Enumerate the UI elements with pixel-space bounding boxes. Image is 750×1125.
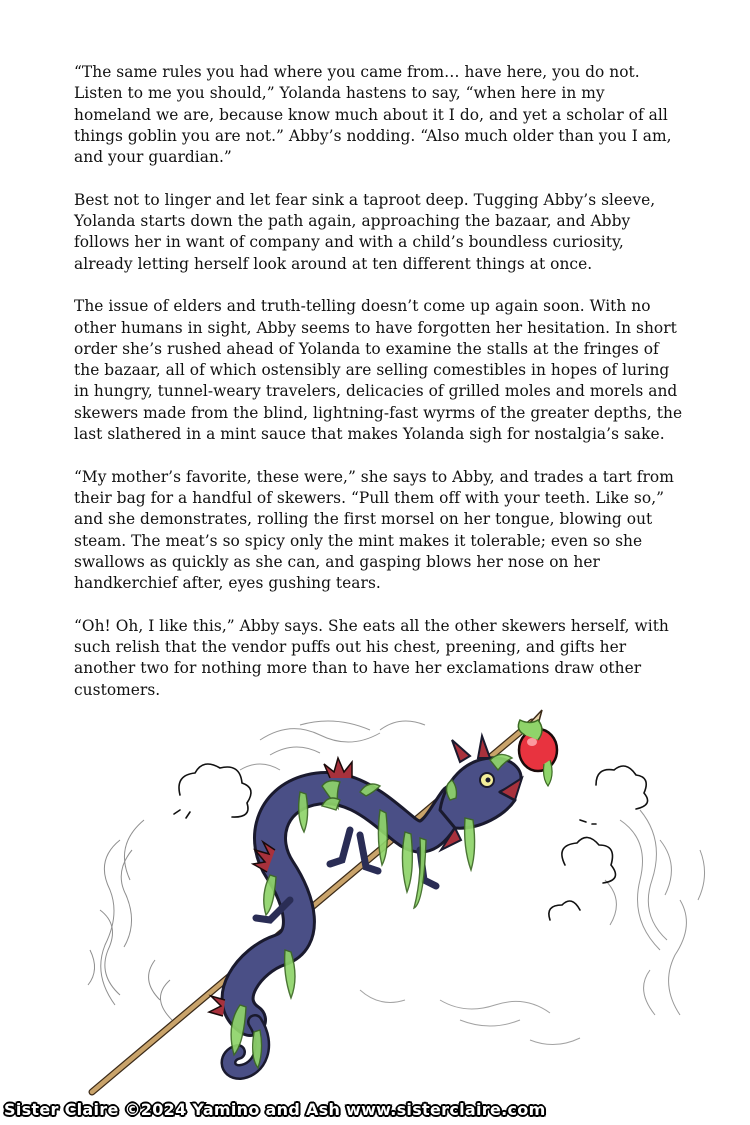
story-text — [74, 62, 686, 722]
steam-cloud-right — [605, 810, 705, 1015]
story-paragraph-1: “The same rules you had where you came from… have here, you do not. Listen to me you should,” Yolanda hastens to say, “when here in my homeland we are, because know much about it I do, and yet a scholar of all things goblin you are not.” Abby’s nodding. “Also much older than you I am, and your guardian.” — [74, 63, 672, 167]
steam-cloud-top — [240, 721, 425, 770]
story-paragraph-5: “Oh! Oh, I like this,” Abby says. She eats all the other skewers herself, with such relish that the vendor puffs out his chest, preening, and gifts her another two for nothing more than to have her exclamations draw other customers. — [74, 616, 669, 699]
story-paragraph-4: “My mother’s favorite, these were,” she says to Abby, and trades a tart from their bag for a handful of skewers. “Pull them off with your teeth. Like so,” and she demonstrates, rolling the first morsel on her tongue, blowing out steam. The meat’s so spicy only the mint makes it tolerable; even so she swallows as quickly as she can, and gasping blows her nose on her handkerchief after, eyes gushing tears. — [74, 467, 674, 593]
story-paragraph-2: Best not to linger and let fear sink a taproot deep. Tugging Abby’s sleeve, Yolanda starts down the path again, approaching the bazaar, and Abby follows her in want of company and with a child’s boundless curiosity, already letting herself look around at ten different things at once. — [74, 190, 656, 273]
steam-cloud-bottom — [360, 990, 580, 1045]
steam-cloud-left — [88, 820, 172, 1020]
wyrm-skewer-illustration — [60, 700, 740, 1100]
skewer-tip-morsel — [518, 720, 557, 786]
credit-footer: Sister Claire ©2024 Yamino and Ash www.sisterclaire.com — [4, 1100, 546, 1119]
story-paragraph-3: The issue of elders and truth-telling doesn’t come up again soon. With no other humans in sight, Abby seems to have forgotten her hesitation. In short order she’s rushed ahead of Yolanda to examine the stalls at the fringes of the bazaar, all of which ostensibly are selling comestibles in hopes of luring in hungry, tunnel-weary travelers, delicacies of grilled moles and morels and skewers made from the blind, lightning-fast wyrms of the greater depths, the last slathered in a mint sauce that makes Yolanda sigh for nostalgia’s sake. — [74, 297, 683, 444]
